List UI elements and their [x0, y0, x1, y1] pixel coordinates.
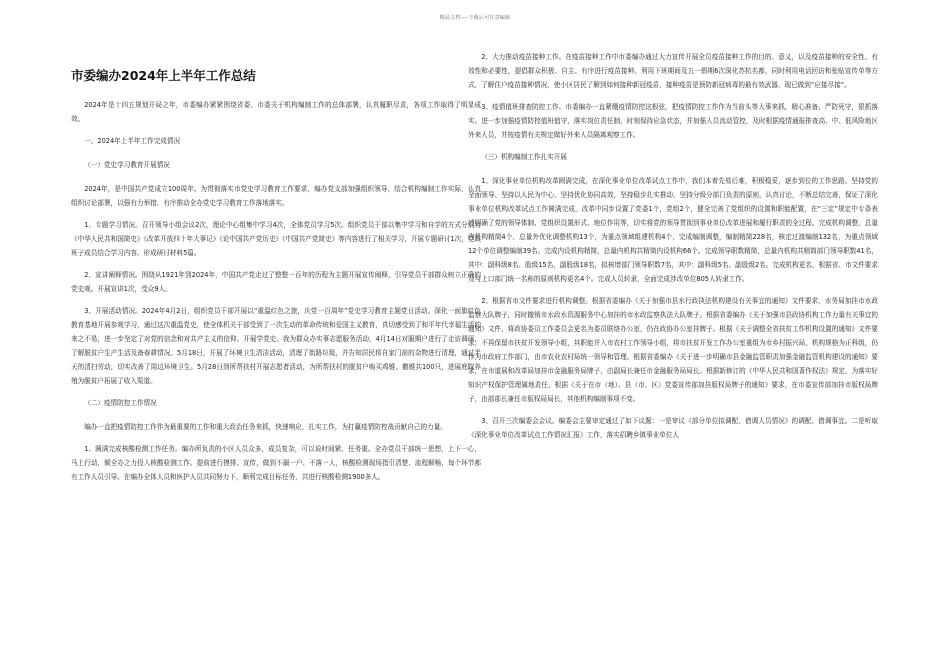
paragraph: 3、疫情值班排查防控工作。市委编办一直紧绷疫情防控这根弦，把疫情防控工作作为当前头等大事来抓，精心准备、严防死守，狠抓落实。进一步加强疫情防控值班值守，落实岗位责任制，时刻保持应急状态，并加强人员流动管控，及时根据疫情通报排查高、中、低风险地区外来人员，并按疫情有关规定做好外来人员隔离观察工作。	[468, 103, 878, 139]
document-title: 市委编办2024年上半年工作总结	[71, 68, 256, 83]
paragraph: 3、开展活动情况。2024年4月2日，组织党员干部开展以“重温红色之旅，庆党一百周年”党史学习教育主题党日活动。深化一面旗红色教育基地开展参观学习，通过这次重温党史，使全体机关干部受到了一次生动的革命传统和爱国主义教育，真切感受到了和平年代幸福生活的来之不易，进一步坚定了对党的信念和对共产主义的信仰。开展学党史、我为群众办实事志愿服务活动，4月14日对服期户进行了走访调研，了解脱贫户生产生活及备春耕情况。5月18日，开展了环境卫生清洁活动，清理了街路垃圾，并告知居民将自家门前的杂物进行清理，通过半天的清扫劳动，切实改善了周边环境卫生。5月28日到所帮扶村开展志愿者活动，为所帮扶村的脱贫户购买鸡锥、鹅锥共100只，进展庭院养殖为脱贫户拓展了收入渠道。	[71, 307, 481, 385]
paragraph: 1、圆满完成核酸检测工作任务。编办所负责的小区人员众多，成员复杂，可以说时间紧、任务重。全办党员干部统一思想，上下一心，马上行动，倾全办之力投入核酸检测工作。提前进行摸排、宣传，做到不漏一户、不落一人，核酸检测现场指引清楚、流程顺畅，每个环节都有工作人员引导。在编办全体人员和医护人员共同努力下，顺利完成目标任务，共进行核酸检测1900多人。	[71, 445, 481, 481]
right-column	[468, 50, 878, 450]
paragraph: 3、召开三次编委会会议。编委会主要审定通过了如下议题：一是审议《部分单位拟调配、借调人员情况》的调配、借调事宜。二是听取《深化事业单位改革试点工作情况汇报》工作，落实招聘乡镇事业单位人	[468, 417, 878, 439]
page-header: 精品文档----下载后可任意编辑	[439, 15, 511, 21]
paragraph: 1、深化事业单位机构改革圆满完成，在深化事业单位改革试点工作中，我们本着先易后难，积极稳妥，逐步到位的工作思路。坚持党的全面领导、坚持以人民为中心、坚持优化协同高效，坚持稳步扎实推动，坚持分级分部门负责的原则，认真讨论，不断总结完善，保证了深化事业单位机构改革试点工作圆满完成，改革中同步设置了党委1个，党组2个，健全完善了党组织的设置和职能配置，在“三定”规定中专条表述明确了党的领导体制、党组织设置形式、地位作用等，切实将党的领导贯彻到事业单位改革进展和履行职责的全过程。完成机构调整，总量内机构精简4个、总量外优化调整机构13个，为重点领域组建机构4个，完成编制调整，编制精简228名，核定过渡编制132名，为重点领域12个单位调整编制39名。完成内设机构精简，总量内机构共精简内设机构66个。完成领导职数精简，总量内机构共精简部门领导职数41名，其中：副科级8名、股级15名，副股级18名，拟核增部门领导职数7名，其中：副科级5名、副股级2名。完成机构更名，根据省、市文件要求及与上口部门统一名称的原则机构更名4个。完成人员转隶，全面完成涉改单位805人转隶工作。	[468, 177, 878, 283]
paragraph: 编办一直把疫情防控工作作为最重要的工作和重大政治任务来抓，快速响应，扎实工作，为打赢疫情防控战贡献自己的力量。	[84, 423, 447, 431]
section-heading: 一、2024年上半年工作完成情况	[84, 137, 181, 145]
paragraph: 1、专题学习情况。召开领导小组会议2次，理论中心组集中学习4次，全体党员学习5次。组织党员干部以集中学习和自学的方式分别对《中华人民共和国简史》《改革开放四十年大事记》《论中国共产党历史》《中国共产党简史》等内容进行了相关学习，开展专题研讨1次，党政班子成员结合学习内容，形成研讨材料5篇。	[71, 221, 481, 257]
paragraph: 2024年是十四五规划开局之年，市委编办紧紧围绕省委、市委关于机构编制工作的总体部署，认真履职尽责，各项工作取得了明显成效。	[71, 101, 481, 123]
left-column	[71, 50, 481, 492]
subsection-heading: （二）疫情防控工作情况	[84, 399, 157, 407]
paragraph: 2、宣讲阐释情况。围绕从1921年到2024年，中国共产党走过了整整一百年的历程为主题开展宣传阐释，引导党员干部群众树立正确的党史观。开展宣讲1次，受众9人。	[71, 271, 481, 293]
subsection-heading: （一）党史学习教育开展情况	[84, 161, 170, 169]
paragraph: 2024年，是中国共产党成立100周年。为贯彻落实市党史学习教育工作要求，编办党支部加强组织领导，结合机构编制工作实际，认真组织讨论部署，以强有力举措，有序推动全办党史学习教育工作落地落实。	[71, 185, 481, 207]
subsection-heading: （三）机构编制工作扎实开展	[481, 153, 567, 161]
paragraph: 2、根据省市文件要求进行机构调整。根据省委编办《关于加强市县水行政执法机构建设有关事宜的通知》文件要求，水务局加挂市水政监察大队牌子，同时撤销市水政水资源服务中心加挂的市水政监察执法大队牌子。根据省委编办《关于加强市县政协机构工作力量有关事宜的通知》文件，将政协委员工作委员会更名为委员联络办公室，仍在政协办公室挂牌子。根据《关于调整全省扶贫工作机构设置的通知》文件要求，不再保留市扶贫开发领导小组，其职能并入市农村工作领导小组，将市扶贫开发工作办公室重组为市乡村振兴局，机构规格为正科级，仍作为市政府工作部门，由市农业农村局统一领导和管理。根据省委编办《关于进一步明确市县金融监管职责加强金融监管机构建设的通知》要求，在市道展和改革局加挂市金融服务局牌子，由副局长兼任市金融服务局局长。根据新修订的《中华人民共和国著作权法》规定，为落实好知识产权保护管理属地责任，根据《关于在市（地）、县（市、区）党委宣传部加挂版权局牌子的通知》要求，在市委宣传部加挂市版权局牌子，由部部长兼任市版权局局长，其他机构编制事项不变。	[468, 297, 878, 403]
paragraph: 2、大力推动疫苗接种工作。在疫苗接种工作中市委编办通过大力宣传开展全员疫苗接种工作的目的、意义，以及疫苗接种的安全性、有效性和必要性，提倡群众积极、自主、有序进行疫苗接种。利用下班期间及五一假期6次深化苏杭名都，同时利用电话回访和张贴宣传单等方式，了解住户疫苗接种情况，使小区居民了解到如何接种新冠疫苗，接种疫苗是预防新冠病毒的最有效武器，现已做到“应接尽接”。	[468, 53, 878, 89]
